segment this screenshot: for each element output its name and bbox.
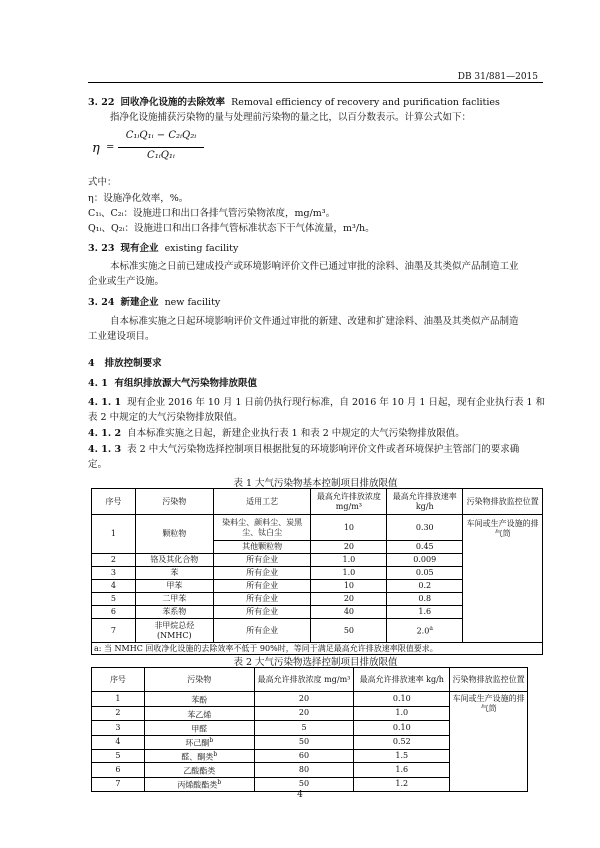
section-4-1-heading (88, 377, 257, 390)
cell-process: 所有企业 (213, 554, 311, 567)
clause-4-1-1-line-1 (88, 396, 545, 409)
table-1-caption: 表 1 大气污染物基本控制项目排放限值 (233, 478, 398, 489)
clause-4-1-3-line-1 (88, 443, 519, 456)
cell-process: 所有企业 (213, 606, 311, 619)
cell-pollutant: 苯 (135, 567, 213, 580)
section-3-23-line-2: 企业或生产设施。 (88, 276, 165, 287)
clause-number: 4. 1. 2 (88, 428, 122, 439)
table-note-row (92, 643, 543, 655)
formula-denominator: C₁ᵢQ₁ᵢ (147, 150, 175, 161)
header-monitor: 污染物排放监控位置 (450, 668, 528, 692)
cell-no: 4 (92, 735, 145, 749)
section-title-cn: 新建企业 (120, 297, 159, 308)
section-3-24-line-1: 自本标准实施之日起环境影响评价文件通过审批的新建、改建和扩建涂料、油墨及其类似产品制造 (110, 316, 519, 327)
cell-rate: 0.45 (387, 541, 463, 554)
cell-no: 5 (92, 593, 136, 606)
clause-text: 表 2 中大气污染物选择控制项目根据批复的环境影响评价文件或者环境保护主管部门的要求确 (127, 444, 520, 455)
cell-rate: 1.5 (354, 749, 450, 763)
cell-rate: 1.6 (387, 606, 463, 619)
cell-pollutant (144, 692, 254, 707)
cell-no: 1 (92, 692, 145, 707)
cell-rate: 1.0 (354, 706, 450, 721)
header-concentration: 最高允许排放浓度 mg/m³ (254, 668, 354, 692)
cell-concentration: 50 (311, 619, 387, 643)
table-2 (91, 667, 528, 792)
page-number: 4 (297, 790, 303, 800)
cell-concentration: 50 (254, 777, 354, 791)
cell-rate: 0.52 (354, 735, 450, 749)
cell-no: 3 (92, 721, 145, 736)
cell-pollutant (144, 763, 254, 778)
definition-eta: η：设施净化效率，%。 (88, 193, 189, 204)
cell-concentration: 20 (311, 593, 387, 606)
footnote-marker: a (429, 625, 433, 633)
cell-monitor: 车间或生产设施的排气筒 (450, 692, 528, 792)
cell-concentration: 80 (254, 763, 354, 778)
table-header-row (92, 668, 528, 692)
cell-process: 所有企业 (213, 593, 311, 606)
pollutant-name: 苯酚 (191, 695, 208, 705)
section-title-cn: 有组织排放源大气污染物排放限值 (114, 378, 257, 389)
section-number: 3. 24 (88, 297, 115, 308)
section-number: 3. 23 (88, 243, 115, 254)
formula-numerator: C₁ᵢQ₁ᵢ − C₂ᵢQ₂ᵢ (125, 130, 197, 141)
section-3-22-description: 指净化设施捕获污染物的量与处理前污染物的量之比，以百分数表示。计算公式如下： (110, 112, 472, 123)
cell-rate: 0.8 (387, 593, 463, 606)
rate-value: 2.0 (416, 626, 430, 636)
header-rate: 最高允许排放速率 kg/h (387, 489, 463, 515)
chapter-title: 排放控制要求 (104, 358, 162, 369)
section-title-cn: 回收净化设施的去除效率 (120, 97, 226, 108)
cell-concentration: 10 (311, 580, 387, 593)
cell-concentration: 40 (311, 606, 387, 619)
section-title-en: Removal efficiency of recovery and purification faclities (231, 97, 500, 108)
pollutant-name: 甲醛 (191, 724, 208, 734)
section-3-22-heading (88, 96, 500, 109)
definition-flow: Q₁ᵢ、Q₂ᵢ：设施进口和出口各排气管标准状态下干气体流量，m³/h。 (88, 223, 375, 234)
cell-pollutant (144, 749, 254, 763)
cell-rate: 0.30 (387, 515, 463, 541)
section-number: 3. 22 (88, 97, 115, 108)
chapter-number: 4 (88, 358, 95, 369)
cell-process: 染料尘、颜料尘、炭黑尘、钛白尘 (213, 515, 311, 541)
header-no: 序号 (92, 489, 136, 515)
cell-rate: 0.009 (387, 554, 463, 567)
pollutant-name: 环己酮 (185, 738, 210, 748)
cell-concentration: 20 (254, 706, 354, 721)
clause-number: 4. 1. 3 (88, 444, 122, 455)
cell-concentration: 20 (254, 692, 354, 707)
cell-rate: 0.05 (387, 567, 463, 580)
cell-pollutant: 二甲苯 (135, 593, 213, 606)
efficiency-formula (88, 128, 218, 168)
section-title-cn: 现有企业 (120, 243, 159, 254)
cell-rate: 1.2 (354, 777, 450, 791)
table-1 (91, 488, 543, 655)
footnote-marker: b (217, 778, 222, 786)
cell-rate (387, 619, 463, 643)
clause-4-1-1-line-2: 表 2 中规定的大气污染物排放限值。 (88, 412, 243, 423)
cell-process: 其他颗粒物 (213, 541, 311, 554)
header-process: 适用工艺 (213, 489, 311, 515)
clause-text: 自本标准实施之日起，新建企业执行表 1 和表 2 中规定的大气污染物排放限值。 (127, 428, 465, 439)
pollutant-name: 乙酸酯类 (183, 766, 216, 776)
cell-no: 4 (92, 580, 136, 593)
fraction-bar (118, 147, 204, 148)
section-title-en: existing facility (164, 243, 239, 254)
pollutant-name: 醛、酮类 (181, 752, 214, 762)
cell-concentration: 50 (254, 735, 354, 749)
cell-process: 所有企业 (213, 567, 311, 580)
cell-no: 7 (92, 619, 136, 643)
cell-monitor: 车间或生产设施的排气筒 (463, 515, 543, 643)
header-pollutant: 污染物 (144, 668, 254, 692)
footnote-marker: b (209, 736, 214, 744)
pollutant-name: 丙烯酸酯类 (177, 780, 218, 790)
footnote-marker: b (213, 750, 218, 758)
cell-concentration: 20 (311, 541, 387, 554)
cell-concentration: 5 (254, 721, 354, 736)
section-3-23-line-1: 本标准实施之日前已建成投产或环境影响评价文件已通过审批的涂料、油墨及其类似产品制造工业 (110, 261, 519, 272)
cell-no: 6 (92, 763, 145, 778)
clause-number: 4. 1. 1 (88, 397, 122, 408)
cell-process: 所有企业 (213, 580, 311, 593)
cell-no: 5 (92, 749, 145, 763)
cell-pollutant: 颗粒物 (135, 515, 213, 554)
cell-no: 2 (92, 554, 136, 567)
cell-process: 所有企业 (213, 619, 311, 643)
cell-pollutant (135, 619, 213, 643)
cell-pollutant: 铬及其化合物 (135, 554, 213, 567)
header-monitor: 污染物排放监控位置 (463, 489, 543, 515)
clause-text: 现有企业 2016 年 10 月 1 日前仍执行现行标准，自 2016 年 10 月 1 日起，现有企业执行表 1 和 (127, 397, 546, 408)
chapter-4-heading (88, 357, 162, 370)
pollutant-name: 苯乙烯 (187, 710, 212, 720)
section-number: 4. 1 (88, 378, 108, 389)
pollutant-abbr: (NMHC) (157, 630, 192, 640)
clause-4-1-2 (88, 427, 465, 440)
cell-rate: 0.2 (387, 580, 463, 593)
cell-pollutant: 苯系物 (135, 606, 213, 619)
cell-no: 7 (92, 777, 145, 791)
cell-pollutant (144, 735, 254, 749)
definition-concentration: C₁ᵢ、C₂ᵢ：设施进口和出口各排气管污染物浓度，mg/m³。 (88, 208, 336, 219)
clause-4-1-3-line-2: 定。 (88, 459, 108, 470)
table-1-note: a: 当 NMHC 回收净化设施的去除效率不低于 90%时，等同于满足最高允许排放速率限值要求。 (92, 643, 543, 655)
cell-rate: 1.6 (354, 763, 450, 778)
cell-pollutant (144, 721, 254, 736)
cell-no: 1 (92, 515, 136, 554)
section-3-24-heading (88, 296, 220, 309)
formula-lhs: η (92, 141, 100, 156)
section-title-en: new facility (164, 297, 221, 308)
standard-number: DB 31/881—2015 (457, 72, 538, 82)
section-3-23-heading (88, 242, 238, 255)
header-no: 序号 (92, 668, 145, 692)
cell-concentration: 10 (311, 515, 387, 541)
table-header-row (92, 489, 543, 515)
cell-pollutant: 甲苯 (135, 580, 213, 593)
where-label: 式中： (88, 177, 117, 188)
formula-equals: = (106, 142, 115, 153)
cell-no: 3 (92, 567, 136, 580)
cell-no: 6 (92, 606, 136, 619)
table-2-caption: 表 2 大气污染物选择控制项目排放限值 (233, 657, 398, 668)
pollutant-name: 非甲烷总烃 (154, 620, 195, 630)
cell-concentration: 60 (254, 749, 354, 763)
header-rate: 最高允许排放速率 kg/h (354, 668, 450, 692)
header-concentration: 最高允许排放浓度 mg/m³ (311, 489, 387, 515)
cell-pollutant (144, 706, 254, 721)
cell-rate: 0.10 (354, 692, 450, 707)
section-3-24-line-2: 工业建设项目。 (88, 331, 155, 342)
table-row (92, 515, 543, 541)
header-rule (88, 82, 543, 83)
cell-concentration: 1.0 (311, 554, 387, 567)
header-pollutant: 污染物 (135, 489, 213, 515)
cell-rate: 0.10 (354, 721, 450, 736)
cell-concentration: 1.0 (311, 567, 387, 580)
cell-no: 2 (92, 706, 145, 721)
table-row (92, 692, 528, 707)
